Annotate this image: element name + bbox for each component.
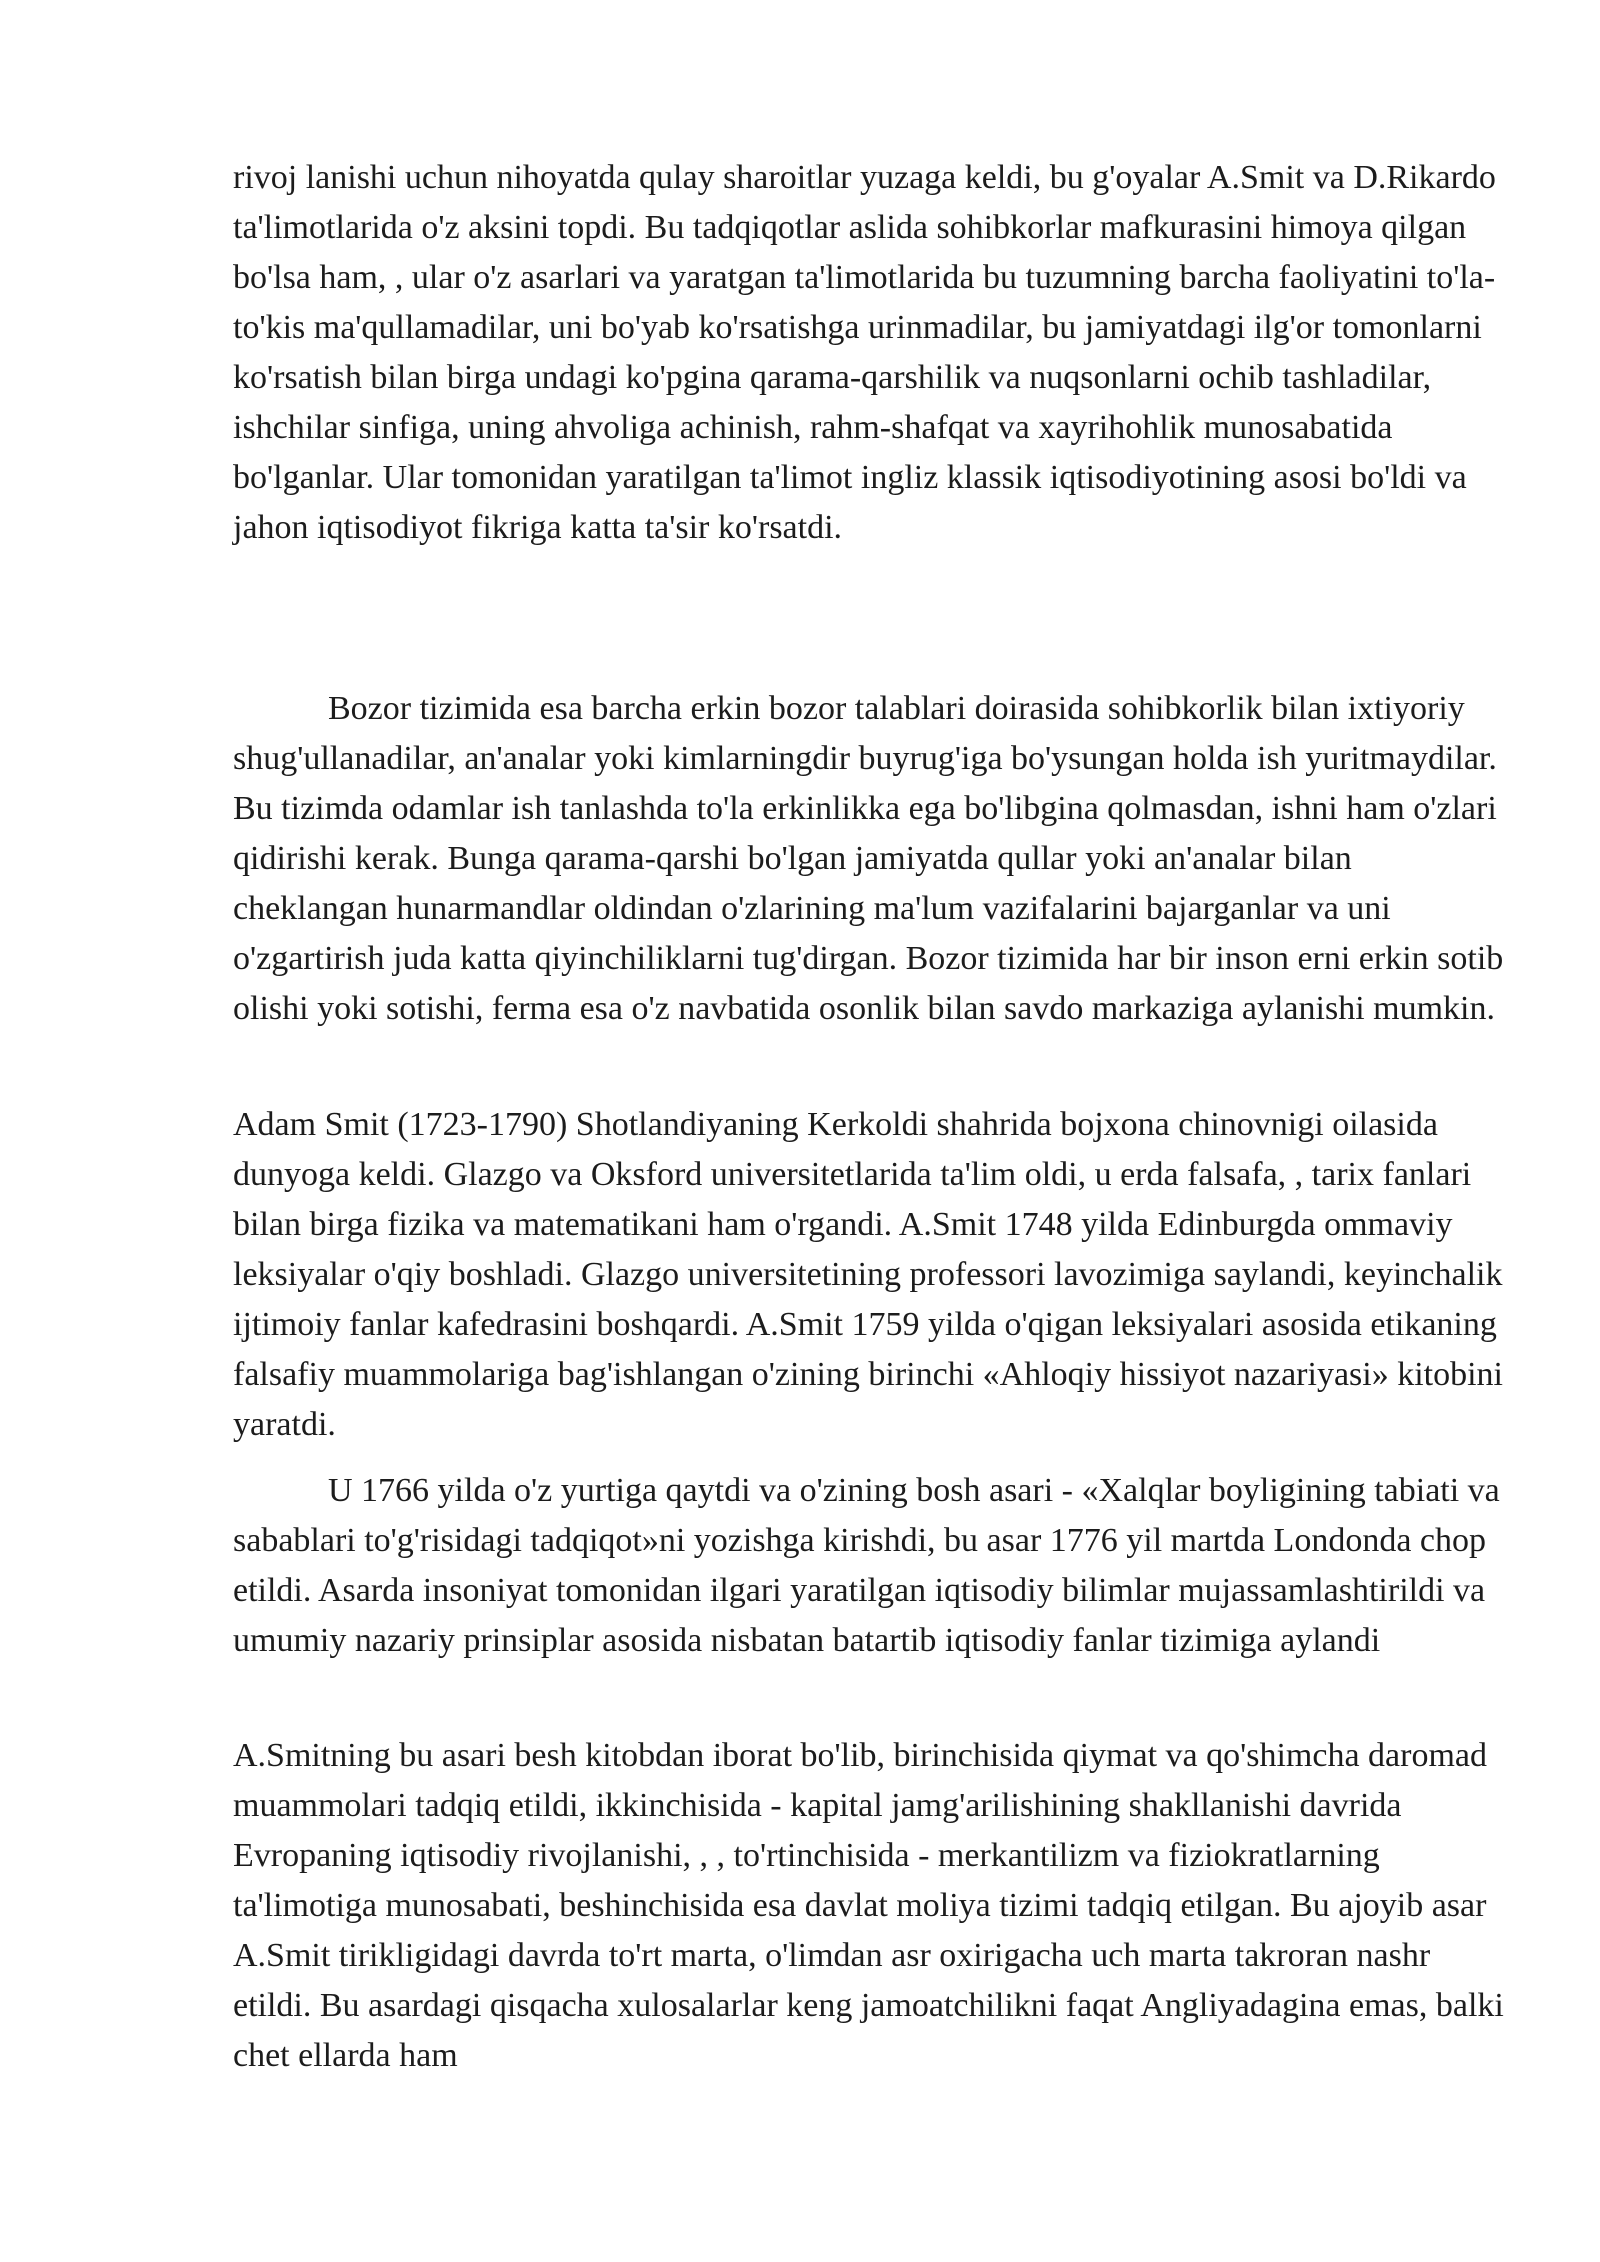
paragraph-wealth-of-nations: U 1766 yilda o'z yurtiga qaytdi va o'zining bosh asari - «Xalqlar boyligining tabiati va sabablari to'g'risidagi tadqiqot»ni yozishga kirishdi, bu asar 1776 yil martda Londonda chop etildi. Asarda insoniyat tomonidan ilgari yaratilgan iqtisodiy bilimlar mujassamlashtirildi va umumiy nazariy prinsiplar asosida nisbatan batartib iqtisodiy fanlar tizimiga aylandi <box>233 1472 1500 1659</box>
paragraph-market-system: Bozor tizimida esa barcha erkin bozor talablari doirasida sohibkorlik bilan ixtiyoriy shug'ullanadilar, an'analar yoki kimlarningdir buyrug'iga bo'ysungan holda ish yuritmaydilar. Bu tizimda odamlar ish tanlashda to'la erkinlikka ega bo'libgina qolmasdan, ishni ham o'zlari qidirishi kerak. Bunga qarama-qarshi bo'lgan jamiyatda qullar yoki an'analar bilan cheklangan hunarmandlar oldindan o'zlarining ma'lum vazifalarini bajarganlar va uni o'zgartirish juda katta qiyinchiliklarni tug'dirgan. Bozor tizimida har bir inson erni erkin sotib olishi yoki sotishi, ferma esa o'z navbatida osonlik bilan savdo markaziga aylanishi mumkin. <box>233 690 1504 1027</box>
paragraph-classical-economics: rivoj lanishi uchun nihoyatda qulay sharoitlar yuzaga keldi, bu g'oyalar A.Smit va D.Rikardo ta'limotlarida o'z aksini topdi. Bu tadqiqotlar aslida sohibkorlar mafkurasini himoya qilgan bo'lsa ham, , ular o'z asarlari va yaratgan ta'limotlarida bu tuzumning barcha faoliyatini to'la-to'kis ma'qullamadilar, uni bo'yab ko'rsatishga urinmadilar, bu jamiyatdagi ilg'or tomonlarni ko'rsatish bilan birga undagi ko'pgina qarama-qarshilik va nuqsonlarni ochib tashladilar, ishchilar sinfiga, uning ahvoliga achinish, rahm-shafqat va xayrihohlik munosabatida bo'lganlar. Ular tomonidan yaratilgan ta'limot ingliz klassik iqtisodiyotining asosi bo'ldi va jahon iqtisodiyot fikriga katta ta'sir ko'rsatdi. <box>233 159 1496 546</box>
paragraph-book-structure: A.Smitning bu asari besh kitobdan iborat bo'lib, birinchisida qiymat va qo'shimcha daromad muammolari tadqiq etildi, ikkinchisida - kapital jamg'arilishining shakllanishi davrida Evropaning iqtisodiy rivojlanishi, , , to'rtinchisida - merkantilizm va fiziokratlarning ta'limotiga munosabati, beshinchisida esa davlat moliya tizimi tadqiq etilgan. Bu ajoyib asar A.Smit tirikligidagi davrda to'rt marta, o'limdan asr oxirigacha uch marta takroran nashr etildi. Bu asardagi qisqacha xulosalarlar keng jamoatchilikni faqat Angliyadagina emas, balki chet ellarda ham <box>233 1737 1504 2074</box>
paragraph-adam-smith-biography: Adam Smit (1723-1790) Shotlandiyaning Kerkoldi shahrida bojxona chinovnigi oilasida dunyoga keldi. Glazgo va Oksford universitetlarida ta'lim oldi, u erda falsafa, , tarix fanlari bilan birga fizika va matematikani ham o'rgandi. A.Smit 1748 yilda Edinburgda ommaviy leksiyalar o'qiy boshladi. Glazgo universitetining professori lavozimiga saylandi, keyinchalik ijtimoiy fanlar kafedrasini boshqardi. A.Smit 1759 yilda o'qigan leksiyalari asosida etikaning falsafiy muammolariga bag'ishlangan o'zining birinchi «Ahloqiy hissiyot nazariyasi» kitobini yaratdi. <box>233 1106 1504 1443</box>
